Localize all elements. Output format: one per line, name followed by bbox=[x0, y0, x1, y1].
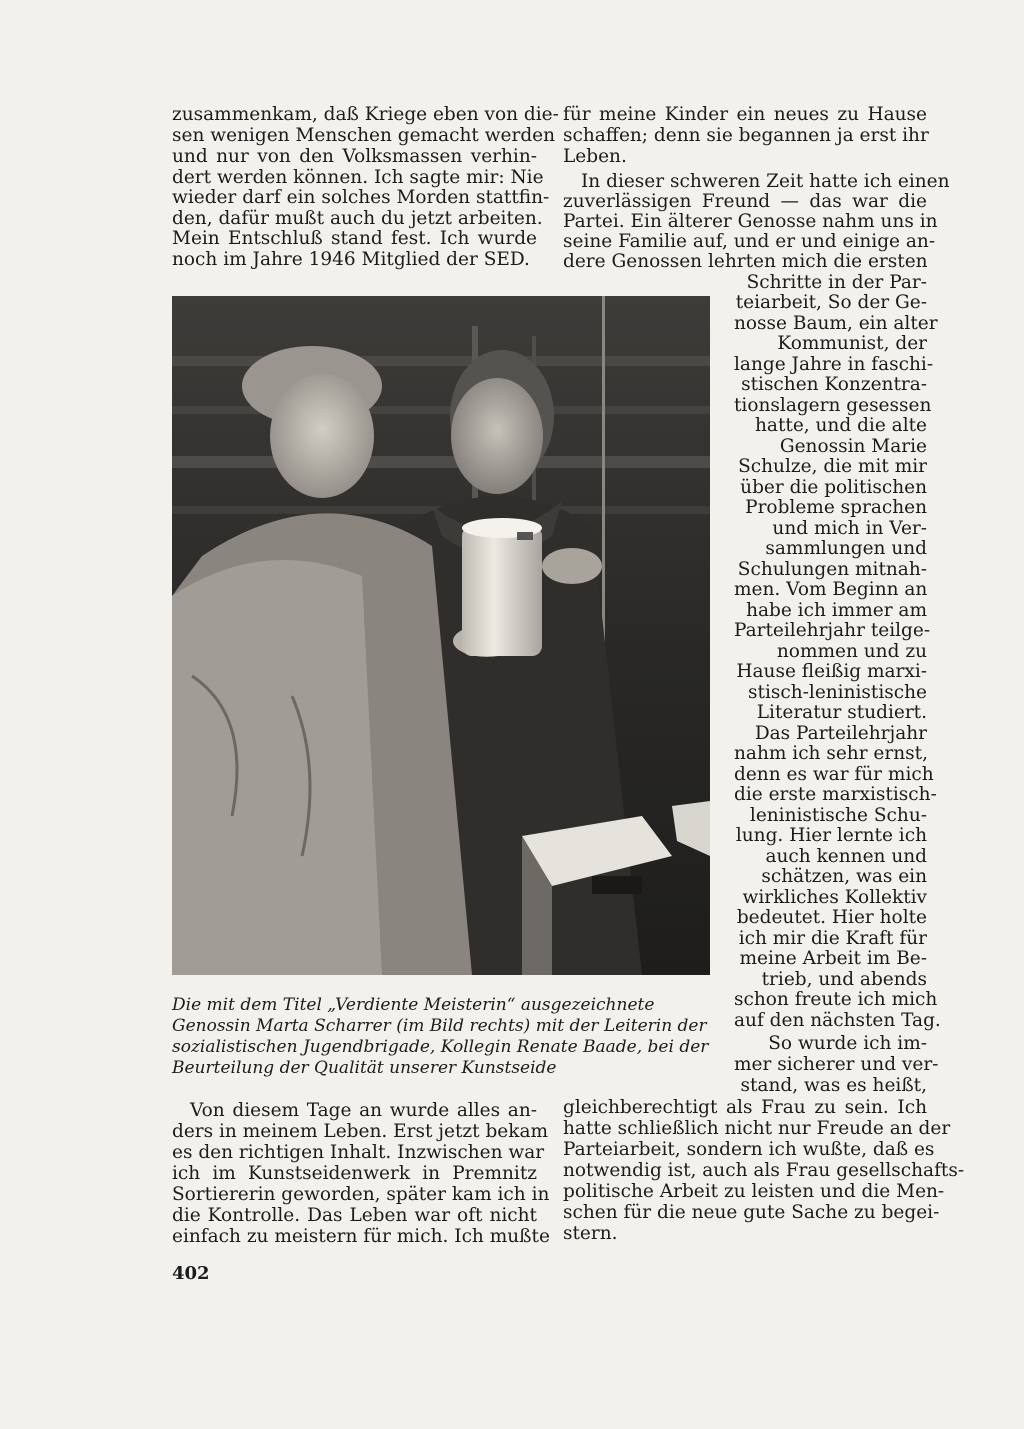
text-line: stischen Konzentra- bbox=[741, 374, 927, 395]
text-line: schätzen, was ein bbox=[761, 866, 927, 887]
text-line: In dieser schweren Zeit hatte ich einen bbox=[581, 171, 950, 192]
text-line: und mich in Ver- bbox=[772, 518, 927, 539]
page-number: 402 bbox=[172, 1263, 210, 1284]
text-line: leninistische Schu- bbox=[749, 805, 927, 826]
text-line: sen wenigen Menschen gemacht werden bbox=[172, 125, 556, 146]
text-line: es den richtigen Inhalt. Inzwischen war bbox=[172, 1142, 545, 1163]
text-line: Schritte in der Par- bbox=[746, 272, 927, 293]
text-line: noch im Jahre 1946 Mitglied der SED. bbox=[172, 249, 530, 270]
text-line: hatte, und die alte bbox=[755, 415, 927, 436]
text-line: bedeutet. Hier holte bbox=[736, 907, 927, 928]
photo-caption-line: Beurteilung der Qualität unserer Kunstseide bbox=[172, 1058, 557, 1078]
text-line: sammlungen und bbox=[765, 538, 927, 559]
text-line: schaffen; denn sie begannen ja erst ihr bbox=[563, 125, 929, 146]
text-line: Sortiererin geworden, später kam ich in bbox=[172, 1184, 550, 1205]
photo-caption-line: sozialistischen Jugendbrigade, Kollegin Renate Baade, bei der bbox=[172, 1037, 709, 1057]
text-line: zusammenkam, daß Kriege eben von die- bbox=[172, 104, 559, 125]
text-line: die erste marxistisch- bbox=[734, 784, 937, 805]
text-line: ich mir die Kraft für bbox=[738, 928, 927, 949]
photo-caption-line: Die mit dem Titel „Verdiente Meisterin“ ausgezeichnete bbox=[172, 995, 655, 1015]
text-line: Partei. Ein älterer Genosse nahm uns in bbox=[563, 211, 938, 232]
text-line: wieder darf ein solches Morden stattfin- bbox=[172, 187, 550, 208]
text-line: auch kennen und bbox=[765, 846, 927, 867]
text-line: hatte schließlich nicht nur Freude an der bbox=[563, 1118, 951, 1139]
text-line: habe ich immer am bbox=[746, 600, 927, 621]
text-line: nommen und zu bbox=[776, 641, 927, 662]
photo-caption-line: Genossin Marta Scharrer (im Bild rechts) mit der Leiterin der bbox=[172, 1016, 707, 1036]
text-line: ders in meinem Leben. Erst jetzt bekam bbox=[172, 1121, 549, 1142]
text-line: Parteiarbeit, sondern ich wußte, daß es bbox=[563, 1139, 935, 1160]
text-line: stand, was es heißt, bbox=[740, 1075, 927, 1096]
text-line: Probleme sprachen bbox=[745, 497, 927, 518]
text-line: wirkliches Kollektiv bbox=[742, 887, 927, 908]
text-line: Von diesem Tage an wurde alles an- bbox=[190, 1100, 537, 1121]
text-line: auf den nächsten Tag. bbox=[734, 1010, 941, 1031]
text-line: trieb, und abends bbox=[761, 969, 927, 990]
text-line: Parteilehrjahr teilge- bbox=[734, 620, 931, 641]
text-line: Schulze, die mit mir bbox=[738, 456, 927, 477]
text-line: für meine Kinder ein neues zu Hause bbox=[563, 104, 927, 125]
text-line: teiarbeit, So der Ge- bbox=[735, 292, 927, 313]
text-line: Genossin Marie bbox=[779, 436, 927, 457]
text-line: und nur von den Volksmassen verhin- bbox=[172, 146, 537, 167]
text-line: nosse Baum, ein alter bbox=[734, 313, 938, 334]
text-line: Das Parteilehrjahr bbox=[754, 723, 927, 744]
text-line: nahm ich sehr ernst, bbox=[734, 743, 928, 764]
text-line: ich im Kunstseidenwerk in Premnitz bbox=[172, 1163, 537, 1184]
text-line: zuverlässigen Freund — das war die bbox=[563, 191, 927, 212]
text-line: Leben. bbox=[563, 146, 627, 167]
text-line: meine Arbeit im Be- bbox=[739, 948, 927, 969]
text-line: dere Genossen lehrten mich die ersten bbox=[563, 251, 928, 272]
text-line: stisch-leninistische bbox=[748, 682, 927, 703]
text-line: Literatur studiert. bbox=[756, 702, 927, 723]
text-line: stern. bbox=[563, 1223, 618, 1244]
text-line: politische Arbeit zu leisten und die Men- bbox=[563, 1181, 945, 1202]
text-line: schon freute ich mich bbox=[734, 989, 938, 1010]
text-line: über die politischen bbox=[740, 477, 927, 498]
text-line: einfach zu meistern für mich. Ich mußte bbox=[172, 1226, 550, 1247]
text-line: lange Jahre in faschi- bbox=[734, 354, 934, 375]
text-line: den, dafür mußt auch du jetzt arbeiten. bbox=[172, 208, 543, 229]
text-line: lung. Hier lernte ich bbox=[735, 825, 927, 846]
photograph bbox=[172, 296, 710, 975]
text-line: Schulungen mitnah- bbox=[737, 559, 927, 580]
text-line: notwendig ist, auch als Frau gesellschafts- bbox=[563, 1160, 965, 1181]
photograph-image bbox=[172, 296, 710, 975]
text-line: Kommunist, der bbox=[777, 333, 927, 354]
text-line: gleichberechtigt als Frau zu sein. Ich bbox=[563, 1097, 927, 1118]
text-line: schen für die neue gute Sache zu begei- bbox=[563, 1202, 940, 1223]
text-line: die Kontrolle. Das Leben war oft nicht bbox=[172, 1205, 537, 1226]
text-line: So wurde ich im- bbox=[768, 1033, 927, 1054]
text-line: Mein Entschluß stand fest. Ich wurde bbox=[172, 228, 537, 249]
text-line: mer sicherer und ver- bbox=[734, 1054, 939, 1075]
text-line: men. Vom Beginn an bbox=[734, 579, 928, 600]
text-line: dert werden können. Ich sagte mir: Nie bbox=[172, 167, 544, 188]
text-line: Hause fleißig marxi- bbox=[736, 661, 927, 682]
text-line: denn es war für mich bbox=[734, 764, 934, 785]
text-line: tionslagern gesessen bbox=[734, 395, 932, 416]
text-line: seine Familie auf, und er und einige an- bbox=[563, 231, 936, 252]
